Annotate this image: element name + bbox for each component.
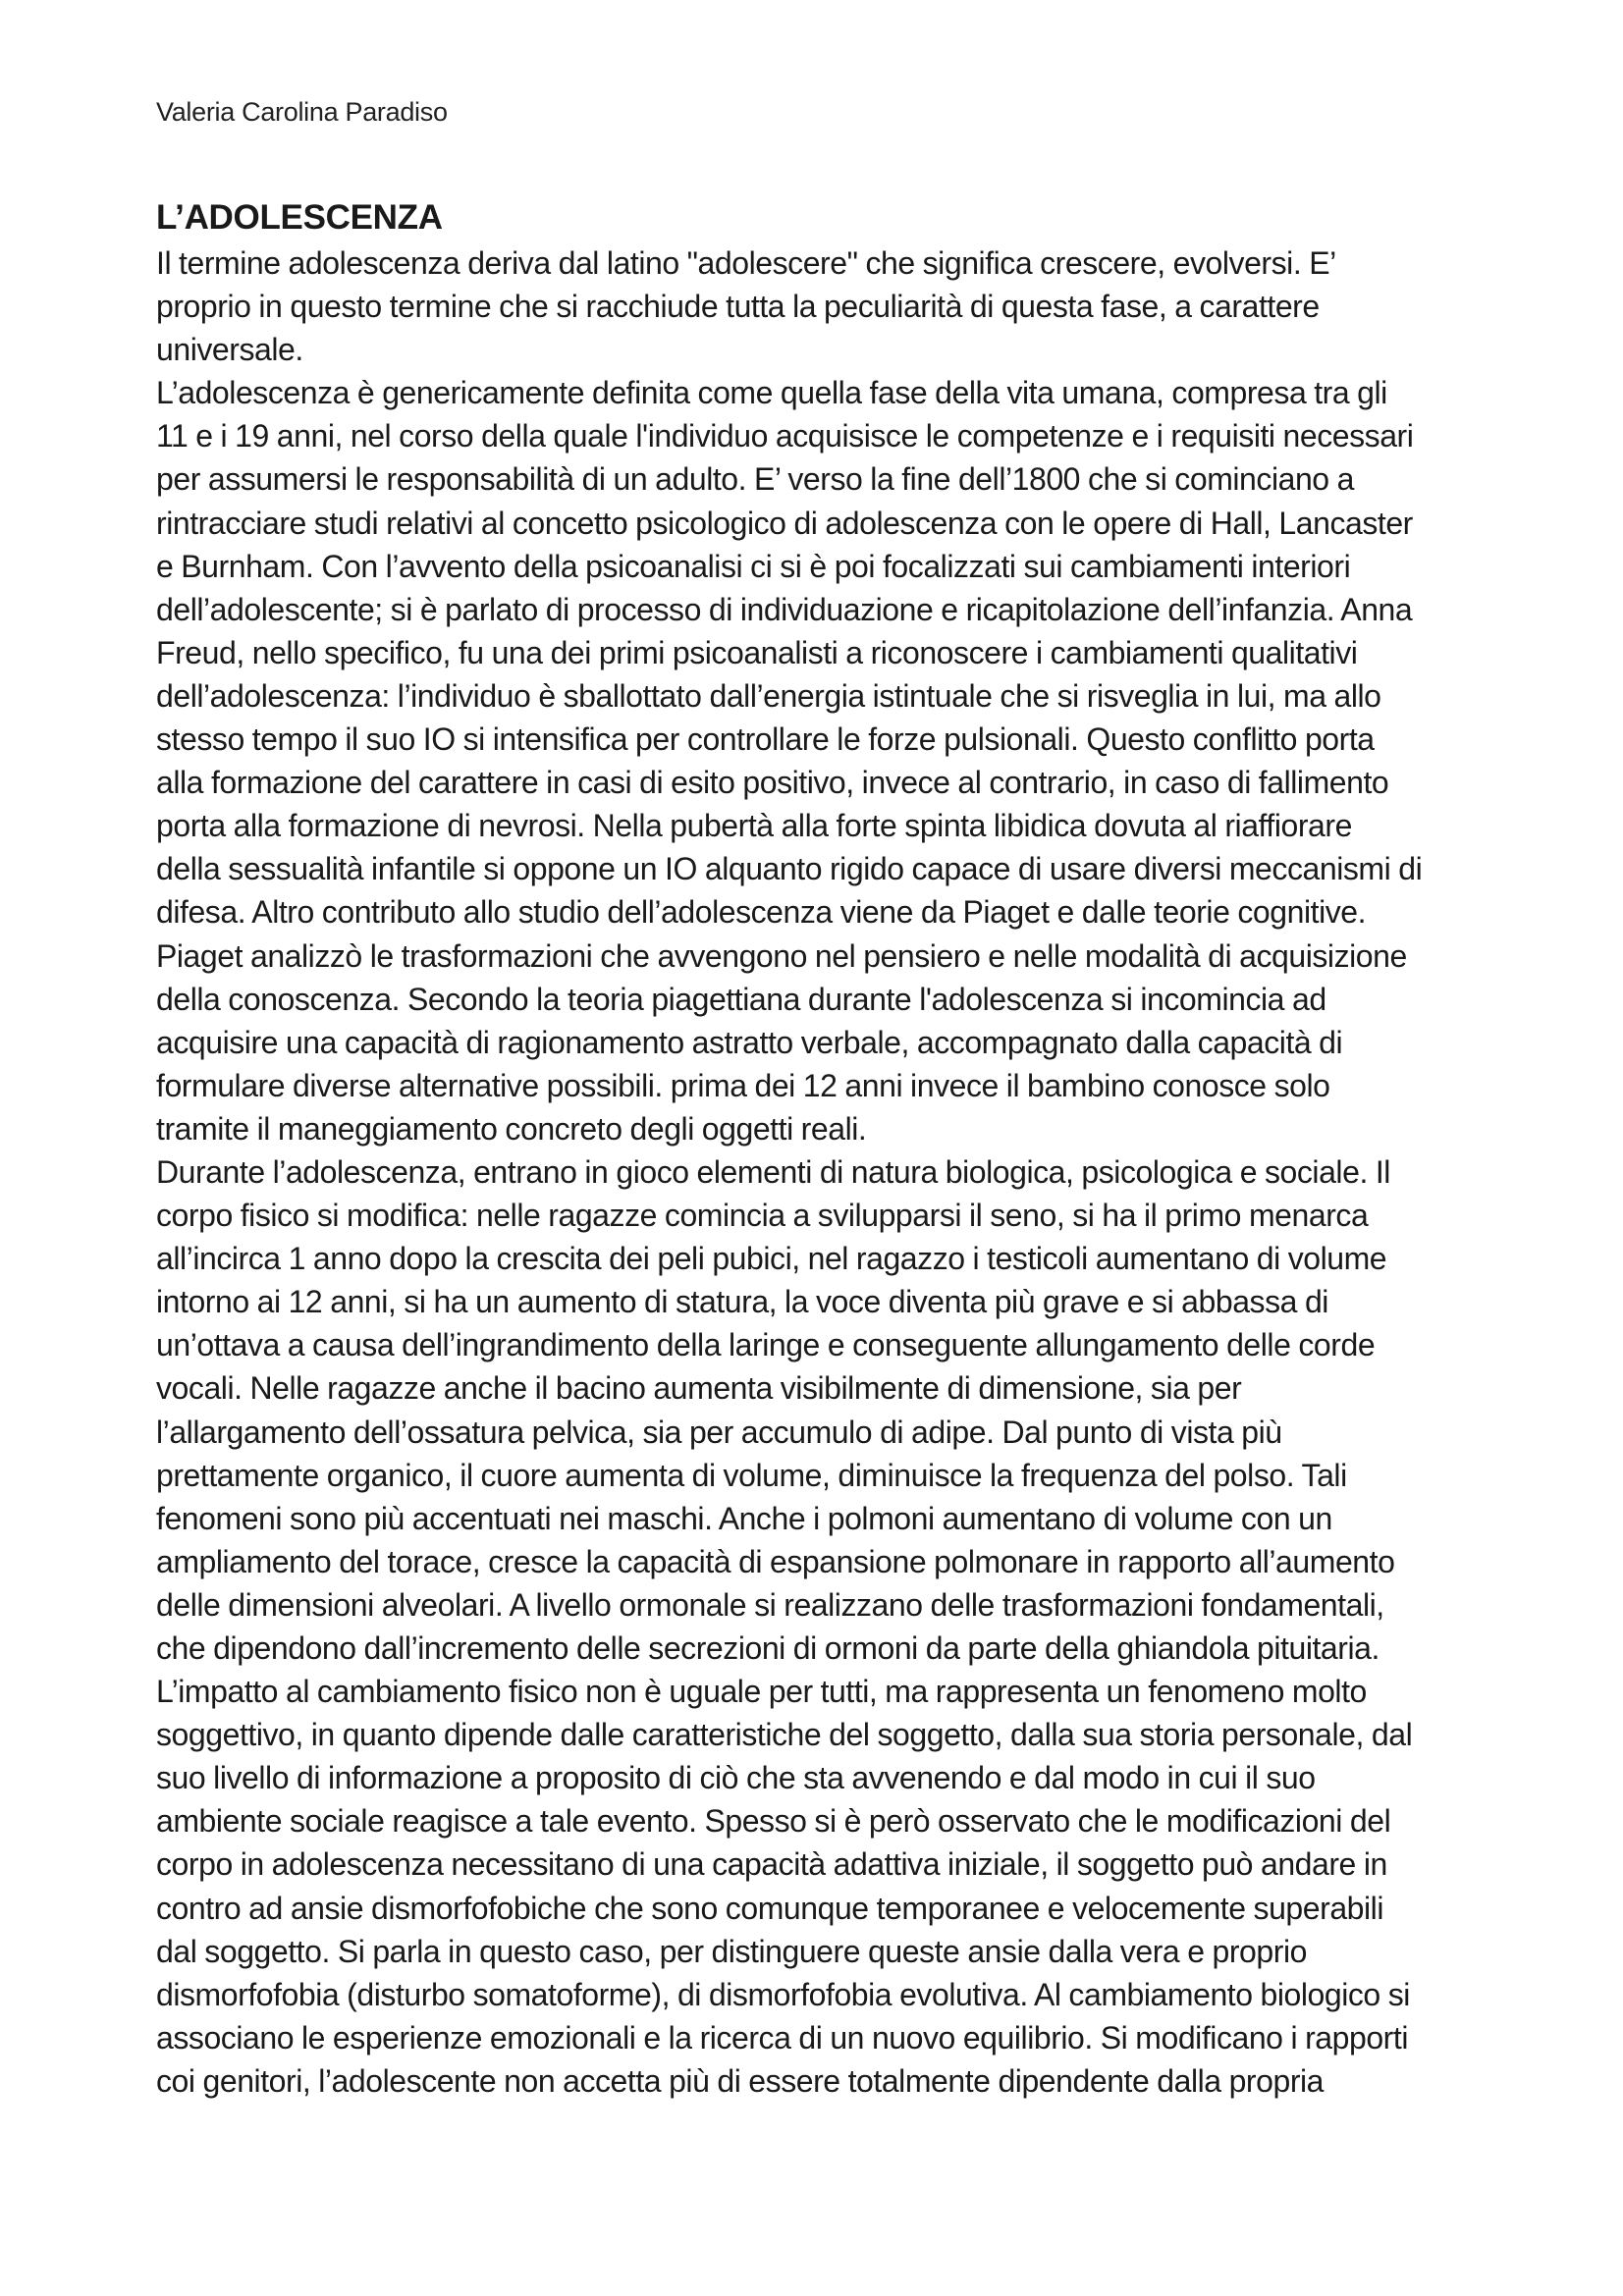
text-line: dell’adolescente; si è parlato di processo di individuazione e ricapitolazione dell’infanzia. Anna	[156, 591, 1413, 627]
text-line: Freud, nello specifico, fu una dei primi psicoanalisti a riconoscere i cambiamenti qualitativi	[156, 634, 1358, 670]
text-line: della sessualità infantile si oppone un IO alquanto rigido capace di usare diversi meccanismi di	[156, 851, 1423, 887]
body-text	[156, 241, 1491, 2103]
text-line: un’ottava a causa dell’ingrandimento della laringe e conseguente allungamento delle corde	[156, 1327, 1376, 1363]
text-line: stesso tempo il suo IO si intensifica per controllare le forze pulsionali. Questo conflitto porta	[156, 721, 1375, 758]
text-line: associano le esperienze emozionali e la ricerca di un nuovo equilibrio. Si modificano i rapporti	[156, 2019, 1408, 2056]
text-line: soggettivo, in quanto dipende dalle caratteristiche del soggetto, dalla sua storia personale, dal	[156, 1717, 1413, 1753]
text-line: alla formazione del carattere in casi di esito positivo, invece al contrario, in caso di fallimento	[156, 765, 1389, 801]
text-line: dell’adolescenza: l’individuo è sballottato dall’energia istintuale che si risveglia in lui, ma allo	[156, 677, 1381, 714]
text-line: prettamente organico, il cuore aumenta di volume, diminuisce la frequenza del polso. Tali	[156, 1457, 1347, 1493]
text-line: suo livello di informazione a proposito di ciò che sta avvenendo e dal modo in cui il suo	[156, 1760, 1316, 1796]
text-line: Durante l’adolescenza, entrano in gioco elementi di natura biologica, psicologica e sociale. Il	[156, 1153, 1390, 1190]
text-line: delle dimensioni alveolari. A livello ormonale si realizzano delle trasformazioni fondamentali,	[156, 1586, 1384, 1623]
text-line: dal soggetto. Si parla in questo caso, per distinguere queste ansie dalla vera e proprio	[156, 1933, 1307, 1969]
text-line: per assumersi le responsabilità di un adulto. E’ verso la fine dell’1800 che si cominciano a	[156, 461, 1354, 498]
text-line: difesa. Altro contributo allo studio dell’adolescenza viene da Piaget e dalle teorie cognitive.	[156, 894, 1367, 931]
text-line: fenomeni sono più accentuati nei maschi. Anche i polmoni aumentano di volume con un	[156, 1500, 1332, 1536]
text-line: l’allargamento dell’ossatura pelvica, sia per accumulo di adipe. Dal punto di vista più	[156, 1414, 1282, 1450]
page-title: L’ADOLESCENZA	[156, 198, 443, 237]
text-line: formulare diverse alternative possibili. prima dei 12 anni invece il bambino conosce solo	[156, 1067, 1330, 1103]
text-line: vocali. Nelle ragazze anche il bacino aumenta visibilmente di dimensione, sia per	[156, 1370, 1242, 1407]
author-name: Valeria Carolina Paradiso	[156, 97, 448, 127]
text-line: che dipendono dall’incremento delle secrezioni di ormoni da parte della ghiandola pituitaria.	[156, 1630, 1380, 1666]
text-line: L’impatto al cambiamento fisico non è uguale per tutti, ma rappresenta un fenomeno molto	[156, 1674, 1367, 1710]
text-line: ambiente sociale reagisce a tale evento. Spesso si è però osservato che le modificazioni del	[156, 1803, 1391, 1840]
text-line: tramite il maneggiamento concreto degli oggetti reali.	[156, 1110, 867, 1147]
text-line: e Burnham. Con l’avvento della psicoanalisi ci si è poi focalizzati sui cambiamenti interiori	[156, 548, 1351, 584]
text-line: L’adolescenza è genericamente definita come quella fase della vita umana, compresa tra gli	[156, 375, 1387, 411]
text-line: 11 e i 19 anni, nel corso della quale l'individuo acquisisce le competenze e i requisiti necessari	[156, 418, 1414, 454]
text-line: proprio in questo termine che si racchiude tutta la peculiarità di questa fase, a carattere	[156, 289, 1320, 325]
text-line: corpo in adolescenza necessitano di una capacità adattiva iniziale, il soggetto può andare in	[156, 1846, 1387, 1883]
text-line: all’incirca 1 anno dopo la crescita dei peli pubici, nel ragazzo i testicoli aumentano di volume	[156, 1241, 1387, 1277]
text-line: coi genitori, l’adolescente non accetta più di essere totalmente dipendente dalla propria	[156, 2062, 1325, 2099]
text-line: rintracciare studi relativi al concetto psicologico di adolescenza con le opere di Hall, Lancaster	[156, 505, 1413, 541]
text-line: dismorfofobia (disturbo somatoforme), di dismorfofobia evolutiva. Al cambiamento biologico si	[156, 1976, 1410, 2012]
text-line: ampliamento del torace, cresce la capacità di espansione polmonare in rapporto all’aumento	[156, 1543, 1395, 1579]
text-line: acquisire una capacità di ragionamento astratto verbale, accompagnato dalla capacità di	[156, 1024, 1343, 1060]
text-line: porta alla formazione di nevrosi. Nella pubertà alla forte spinta libidica dovuta al riaffiorare	[156, 808, 1352, 844]
text-line: universale.	[156, 332, 303, 368]
text-line: intorno ai 12 anni, si ha un aumento di statura, la voce diventa più grave e si abbassa di	[156, 1284, 1328, 1320]
text-line: Piaget analizzò le trasformazioni che avvengono nel pensiero e nelle modalità di acquisizione	[156, 937, 1407, 974]
text-line: della conoscenza. Secondo la teoria piagettiana durante l'adolescenza si incomincia ad	[156, 981, 1326, 1017]
text-line: Il termine adolescenza deriva dal latino "adolescere" che significa crescere, evolversi. E’	[156, 245, 1336, 281]
text-line: contro ad ansie dismorfofobiche che sono comunque temporanee e velocemente superabili	[156, 1890, 1383, 1926]
text-line: corpo fisico si modifica: nelle ragazze comincia a svilupparsi il seno, si ha il primo menarca	[156, 1198, 1369, 1234]
